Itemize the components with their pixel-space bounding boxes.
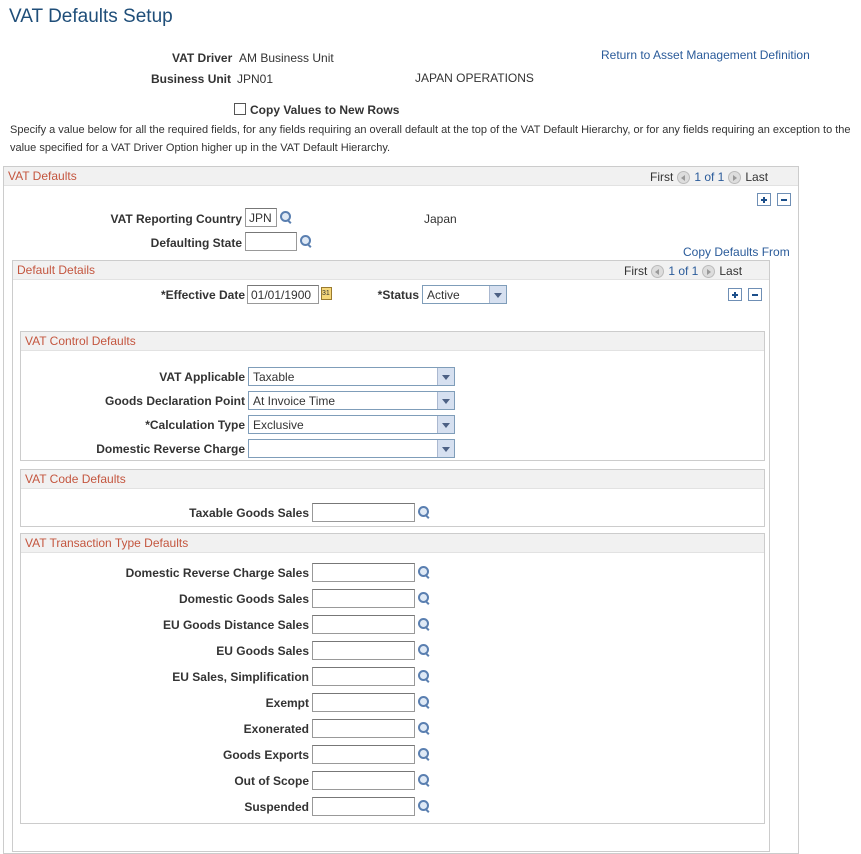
prev-icon[interactable] <box>651 265 664 278</box>
delete-effective-row-button[interactable] <box>748 288 762 301</box>
vat-applicable-label: VAT Applicable <box>159 370 245 384</box>
exonerated-input[interactable] <box>312 719 415 738</box>
domestic-reverse-charge-select[interactable] <box>248 439 455 458</box>
exempt-input[interactable] <box>312 693 415 712</box>
eu-goods-distance-sales-input[interactable] <box>312 615 415 634</box>
vat-control-defaults-title: VAT Control Defaults <box>25 334 136 348</box>
calculation-type-select[interactable] <box>248 415 455 434</box>
business-unit-value: JPN01 <box>237 72 274 86</box>
copy-defaults-from-link[interactable]: Copy Defaults From <box>683 245 790 259</box>
calculation-type-label: *Calculation Type <box>145 418 245 432</box>
effective-date-label: *Effective Date <box>160 288 245 302</box>
nav-last[interactable]: Last <box>745 170 769 184</box>
return-to-asset-management-link[interactable]: Return to Asset Management Definition <box>601 48 810 62</box>
exonerated-search-icon[interactable] <box>417 721 431 735</box>
out-of-scope-input[interactable] <box>312 771 415 790</box>
eu-goods-sales-search-icon[interactable] <box>417 643 431 657</box>
vat-applicable-value: Taxable <box>253 370 295 384</box>
default-details-header <box>13 261 769 280</box>
vat-code-defaults-title: VAT Code Defaults <box>25 472 126 486</box>
add-effective-row-button[interactable] <box>728 288 742 301</box>
domestic-reverse-charge-sales-input[interactable] <box>312 563 415 582</box>
vat-driver-value: AM Business Unit <box>239 51 334 65</box>
vat-transaction-type-defaults-title: VAT Transaction Type Defaults <box>25 536 189 550</box>
calculation-type-value: Exclusive <box>253 418 304 432</box>
vat-driver-label: VAT Driver <box>172 51 233 65</box>
domestic-reverse-charge-sales-label: Domestic Reverse Charge Sales <box>125 566 309 580</box>
out-of-scope-search-icon[interactable] <box>417 773 431 787</box>
nav-count: 1 of 1 <box>694 170 725 184</box>
business-unit-description: JAPAN OPERATIONS <box>415 71 534 85</box>
eu-goods-distance-sales-label: EU Goods Distance Sales <box>162 618 309 632</box>
default-details-nav <box>624 264 742 278</box>
vat-transaction-type-defaults-header <box>21 534 764 553</box>
calendar-icon[interactable] <box>321 287 332 300</box>
chevron-down-icon <box>437 368 454 385</box>
vat-defaults-header <box>4 167 798 186</box>
chevron-down-icon <box>489 286 506 303</box>
goods-declaration-point-select[interactable] <box>248 391 455 410</box>
defaulting-state-search-icon[interactable] <box>299 234 313 248</box>
copy-values-checkbox[interactable] <box>234 103 246 115</box>
eu-goods-distance-sales-search-icon[interactable] <box>417 617 431 631</box>
domestic-reverse-charge-sales-search-icon[interactable] <box>417 565 431 579</box>
exempt-search-icon[interactable] <box>417 695 431 709</box>
domestic-goods-sales-search-icon[interactable] <box>417 591 431 605</box>
eu-sales-simplification-search-icon[interactable] <box>417 669 431 683</box>
nav-last[interactable]: Last <box>719 264 743 278</box>
suspended-search-icon[interactable] <box>417 799 431 813</box>
status-select[interactable] <box>422 285 507 304</box>
status-value: Active <box>427 288 460 302</box>
suspended-input[interactable] <box>312 797 415 816</box>
eu-goods-sales-label: EU Goods Sales <box>216 644 309 658</box>
page-title: VAT Defaults Setup <box>9 6 173 27</box>
domestic-goods-sales-label: Domestic Goods Sales <box>178 592 309 606</box>
vat-reporting-country-label: VAT Reporting Country <box>110 212 242 226</box>
vat-defaults-title: VAT Defaults <box>8 169 77 183</box>
goods-declaration-point-label: Goods Declaration Point <box>104 394 245 408</box>
eu-sales-simplification-label: EU Sales, Simplification <box>172 670 309 684</box>
vat-reporting-country-search-icon[interactable] <box>279 210 293 224</box>
help-text: Specify a value below for all the required fields, for any fields requiring an overall default at the top of the VAT Default Hierarchy, or for any fields requiring an exception to the value specified for a VAT Driver Option higher up in the VAT Default Hierarchy. <box>10 124 851 154</box>
taxable-goods-sales-input[interactable] <box>312 503 415 522</box>
delete-row-button[interactable] <box>777 193 791 206</box>
default-details-title: Default Details <box>17 263 96 277</box>
exempt-label: Exempt <box>265 696 309 710</box>
domestic-reverse-charge-label: Domestic Reverse Charge <box>96 442 245 456</box>
vat-reporting-country-input[interactable] <box>245 208 277 227</box>
prev-icon[interactable] <box>677 171 690 184</box>
nav-first[interactable]: First <box>624 264 648 278</box>
effective-date-input[interactable] <box>247 285 319 304</box>
add-row-button[interactable] <box>757 193 771 206</box>
eu-goods-sales-input[interactable] <box>312 641 415 660</box>
suspended-label: Suspended <box>244 800 309 814</box>
out-of-scope-label: Out of Scope <box>234 774 309 788</box>
goods-declaration-point-value: At Invoice Time <box>253 394 336 408</box>
goods-exports-search-icon[interactable] <box>417 747 431 761</box>
nav-first[interactable]: First <box>650 170 674 184</box>
eu-sales-simplification-input[interactable] <box>312 667 415 686</box>
status-label: *Status <box>377 288 419 302</box>
next-icon[interactable] <box>702 265 715 278</box>
vat-defaults-nav <box>650 170 768 184</box>
vat-reporting-country-description: Japan <box>424 212 457 226</box>
defaulting-state-input[interactable] <box>245 232 297 251</box>
goods-exports-input[interactable] <box>312 745 415 764</box>
taxable-goods-sales-label: Taxable Goods Sales <box>189 506 309 520</box>
vat-applicable-select[interactable] <box>248 367 455 386</box>
goods-exports-label: Goods Exports <box>222 748 309 762</box>
chevron-down-icon <box>437 392 454 409</box>
copy-values-label: Copy Values to New Rows <box>250 103 400 117</box>
exonerated-label: Exonerated <box>243 722 309 736</box>
vat-control-defaults-header <box>21 332 764 351</box>
business-unit-label: Business Unit <box>151 72 232 86</box>
nav-count: 1 of 1 <box>668 264 699 278</box>
domestic-goods-sales-input[interactable] <box>312 589 415 608</box>
chevron-down-icon <box>437 440 454 457</box>
taxable-goods-sales-search-icon[interactable] <box>417 505 431 519</box>
next-icon[interactable] <box>728 171 741 184</box>
defaulting-state-label: Defaulting State <box>150 236 242 250</box>
vat-code-defaults-header <box>21 470 764 489</box>
chevron-down-icon <box>437 416 454 433</box>
